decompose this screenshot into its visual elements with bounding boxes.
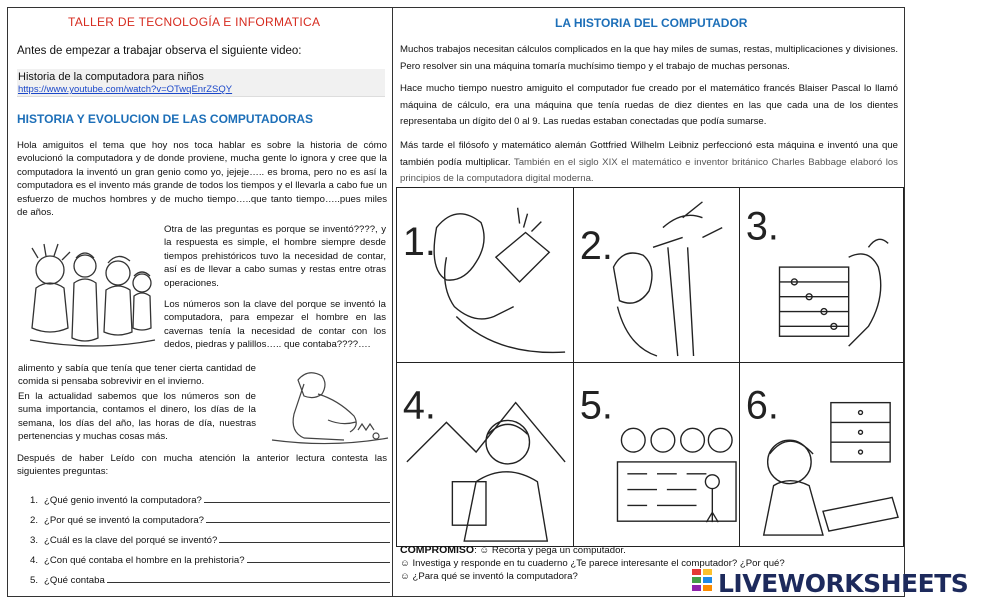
babbage-text: También en el siglo XIX el matemático e inventor británico Charles Babbage elaboró los principios de la computadora digital moderna. — [400, 156, 898, 185]
question-number: 2. — [30, 515, 39, 526]
panel-1 — [396, 187, 574, 363]
panel-2 — [573, 187, 740, 363]
question-item — [30, 526, 390, 546]
paragraph-instructions: Después de haber Leído con mucha atención la anterior lectura contesta las siguientes preguntas: — [17, 453, 387, 478]
commitment-text-1: : ☺ Recorta y pega un computador. — [474, 545, 626, 556]
intro-text: Antes de empezar a trabajar observa el siguiente video: — [17, 45, 302, 57]
question-item — [30, 506, 390, 526]
worksheet-title: TALLER DE TECNOLOGÍA E INFORMATICA — [68, 15, 321, 29]
answer-line[interactable] — [247, 553, 390, 563]
caveman-illustration — [268, 360, 392, 450]
answer-line[interactable] — [219, 533, 390, 543]
panel-number: 1. — [402, 220, 436, 265]
logo-letter-l — [692, 569, 701, 575]
answer-line[interactable] — [204, 493, 390, 503]
logo-letter-e — [703, 577, 712, 583]
question-text: ¿Por qué se inventó la computadora? — [44, 515, 204, 526]
video-reference — [17, 69, 385, 97]
left-column — [8, 8, 390, 596]
history-panels — [396, 187, 904, 547]
right-heading: LA HISTORIA DEL COMPUTADOR — [555, 16, 748, 30]
logo-block — [692, 585, 701, 591]
paragraph-pascal: Hace mucho tiempo nuestro amiguito el computador fue creado por el matemático francés Blaiser Pascal lo llamó máquina de cálculo, era una máquina que tenía ruedas de diez dientes en las que cada una de los dientes representaba un dígito del 0 al 9. Las ruedas estaban conectadas que podía sumarse. — [400, 83, 898, 128]
panel-number: 4. — [402, 383, 436, 428]
panel-number: 2. — [579, 224, 613, 269]
paragraph-why: Otra de las preguntas es porque se inventó????, y la respuesta es simple, el hombre siempre desde tiempos prehistóricos tuvo la necesidad de contar, así es de llevar a cabo sumas y restas entre otras operaciones. — [164, 224, 386, 289]
panel-3 — [739, 187, 904, 363]
question-number: 1. — [30, 495, 39, 506]
right-column — [396, 8, 904, 596]
leibniz-text: Más tarde el filósofo y matemático alemán Gottfried Wilhelm Leibniz perfeccionó esta máquina e inventó una que también podía multiplicar. — [400, 140, 898, 168]
commitment-line-3: ☺ ¿Para qué se inventó la computadora? — [400, 571, 578, 582]
commitment-line-2: ☺ Investiga y responde en tu cuaderno ¿Te parece interesante el computador? ¿Por qué? — [400, 558, 785, 569]
liveworksheets-brand — [692, 567, 968, 599]
paragraph-calculations: Muchos trabajos necesitan cálculos complicados en la que hay miles de sumas, restas, multiplicaciones y divisiones. Pero resolver sin una máquina tomaría muchísimo tiempo y el trabajo de muchas personas. — [400, 44, 898, 72]
paragraph-leibniz — [400, 138, 898, 188]
paragraph-numbers: Los números son la clave del porque se inventó la computadora, para empezar el hombre en las cavernas tenía la necesidad de contar con los dedos, piedras y palillos….. que contaba????…. — [164, 299, 386, 351]
video-link[interactable]: https://www.youtube.com/watch?v=OTwqEnrZSQY — [18, 84, 233, 95]
panel-5 — [573, 362, 740, 547]
question-item — [30, 546, 390, 566]
section-heading: HISTORIA Y EVOLUCION DE LAS COMPUTADORAS — [17, 112, 314, 126]
panel-4 — [396, 362, 574, 547]
answer-line[interactable] — [206, 513, 390, 523]
paragraph-intro: Hola amiguitos el tema que hoy nos toca hablar es sobre la historia de cómo evolucionó la computadora y de donde proviene, mucha gente lo ignora y cree que la computadora la inventó un gran genio como yo, jejeje….. es broma, pero no es así la computadora es el invento más grande de todos los tiempos y el llevarla a cabo fue un esfuerzo de muchos hombres y de mucho tiempo…..que tanto tiempo…..pues miles de años. — [17, 140, 387, 219]
logo-letter-i — [703, 569, 712, 575]
paragraph-food: alimento y sabía que tenía que tener cierta cantidad de comida si pensaba sobrevivir en el invierno. — [18, 363, 256, 388]
logo-letter-v — [692, 577, 701, 583]
commitment-line-1 — [400, 544, 900, 557]
question-text: ¿Qué genio inventó la computadora? — [44, 495, 202, 506]
commitment-label: COMPROMISO — [400, 544, 475, 556]
question-number: 3. — [30, 535, 39, 546]
question-text: ¿Qué contaba — [44, 575, 105, 586]
panel-6 — [739, 362, 904, 547]
question-text: ¿Con qué contaba el hombre en la prehistoria? — [44, 555, 245, 566]
questions-list — [30, 486, 390, 586]
answer-line[interactable] — [107, 573, 390, 583]
question-item — [30, 566, 390, 586]
panel-number: 5. — [579, 383, 613, 428]
liveworksheets-logo-icon — [692, 568, 714, 598]
paragraph-today: En la actualidad sabemos que los números son de suma importancia, contamos el dinero, los días de la semana, los días del año, las horas de día, nuestras pertenencias y muchas cosas más. — [18, 391, 256, 443]
liveworksheets-wordmark: LIVEWORKSHEETS — [718, 568, 969, 598]
question-number: 5. — [30, 575, 39, 586]
panel-number: 6. — [745, 383, 779, 428]
column-divider — [392, 7, 393, 597]
logo-block — [703, 585, 712, 591]
question-item — [30, 486, 390, 506]
question-text: ¿Cuál es la clave del porqué se inventó? — [44, 535, 218, 546]
panel-number: 3. — [745, 204, 779, 249]
flintstones-illustration — [20, 228, 160, 358]
question-number: 4. — [30, 555, 39, 566]
video-title: Historia de la computadora para niños — [18, 71, 204, 83]
